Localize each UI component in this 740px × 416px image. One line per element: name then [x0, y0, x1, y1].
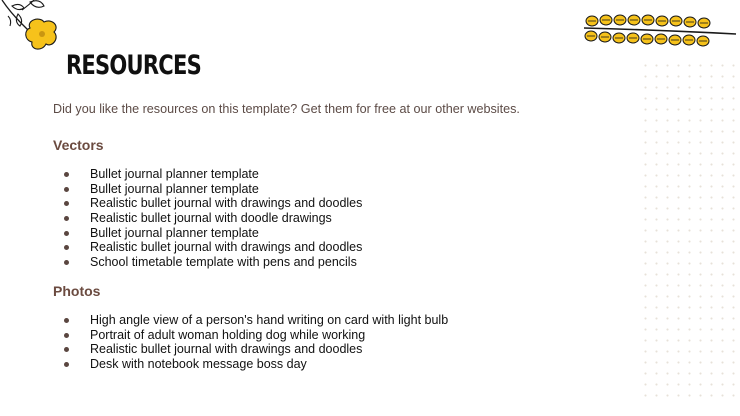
list-item[interactable]	[64, 196, 362, 211]
bullet-dot-icon	[64, 347, 69, 352]
list-item[interactable]	[64, 182, 362, 197]
list-item[interactable]	[64, 342, 448, 357]
list-item-label: Bullet journal planner template	[90, 167, 259, 181]
bullet-dot-icon	[64, 187, 69, 192]
bullet-dot-icon	[64, 260, 69, 265]
list-item[interactable]	[64, 226, 362, 241]
list-item-label: Desk with notebook message boss day	[90, 357, 307, 372]
vectors-heading: Vectors	[53, 137, 104, 153]
photos-list	[64, 313, 448, 372]
bullet-dot-icon	[64, 362, 69, 367]
list-item-label: School timetable template with pens and pencils	[90, 255, 357, 270]
list-item[interactable]	[64, 167, 362, 182]
bullet-dot-icon	[64, 172, 69, 177]
list-item-label: Realistic bullet journal with drawings and doodles	[90, 342, 363, 357]
list-item[interactable]	[64, 357, 448, 372]
list-item-label: High angle view of a person's hand writing on card with light bulb	[90, 313, 449, 327]
photos-heading: Photos	[53, 283, 101, 299]
list-item[interactable]	[64, 328, 448, 343]
list-item[interactable]	[64, 211, 362, 226]
list-item-label: Realistic bullet journal with drawings and doodles	[90, 196, 363, 211]
leaf-branch-icon	[578, 8, 740, 50]
page-title: RESOURCES	[66, 50, 201, 81]
list-item-label: Bullet journal planner template	[90, 225, 259, 240]
vectors-list	[64, 167, 362, 270]
list-item[interactable]	[64, 313, 448, 328]
list-item[interactable]	[64, 255, 362, 270]
dot-grid-decoration	[640, 60, 740, 400]
list-item-label: Portrait of adult woman holding dog while working	[90, 327, 366, 342]
list-item-label: Realistic bullet journal with doodle drawings	[90, 211, 332, 226]
bullet-dot-icon	[64, 333, 69, 338]
flower-doodle-icon	[0, 0, 70, 56]
list-item[interactable]	[64, 240, 362, 255]
bullet-dot-icon	[64, 216, 69, 221]
list-item-label: Bullet journal planner template	[90, 181, 259, 196]
list-item-label: Realistic bullet journal with drawings and doodles	[90, 240, 363, 255]
bullet-dot-icon	[64, 318, 69, 323]
intro-text: Did you like the resources on this template? Get them for free at our other websites.	[53, 102, 520, 116]
bullet-dot-icon	[64, 201, 69, 206]
bullet-dot-icon	[64, 231, 69, 236]
bullet-dot-icon	[64, 245, 69, 250]
